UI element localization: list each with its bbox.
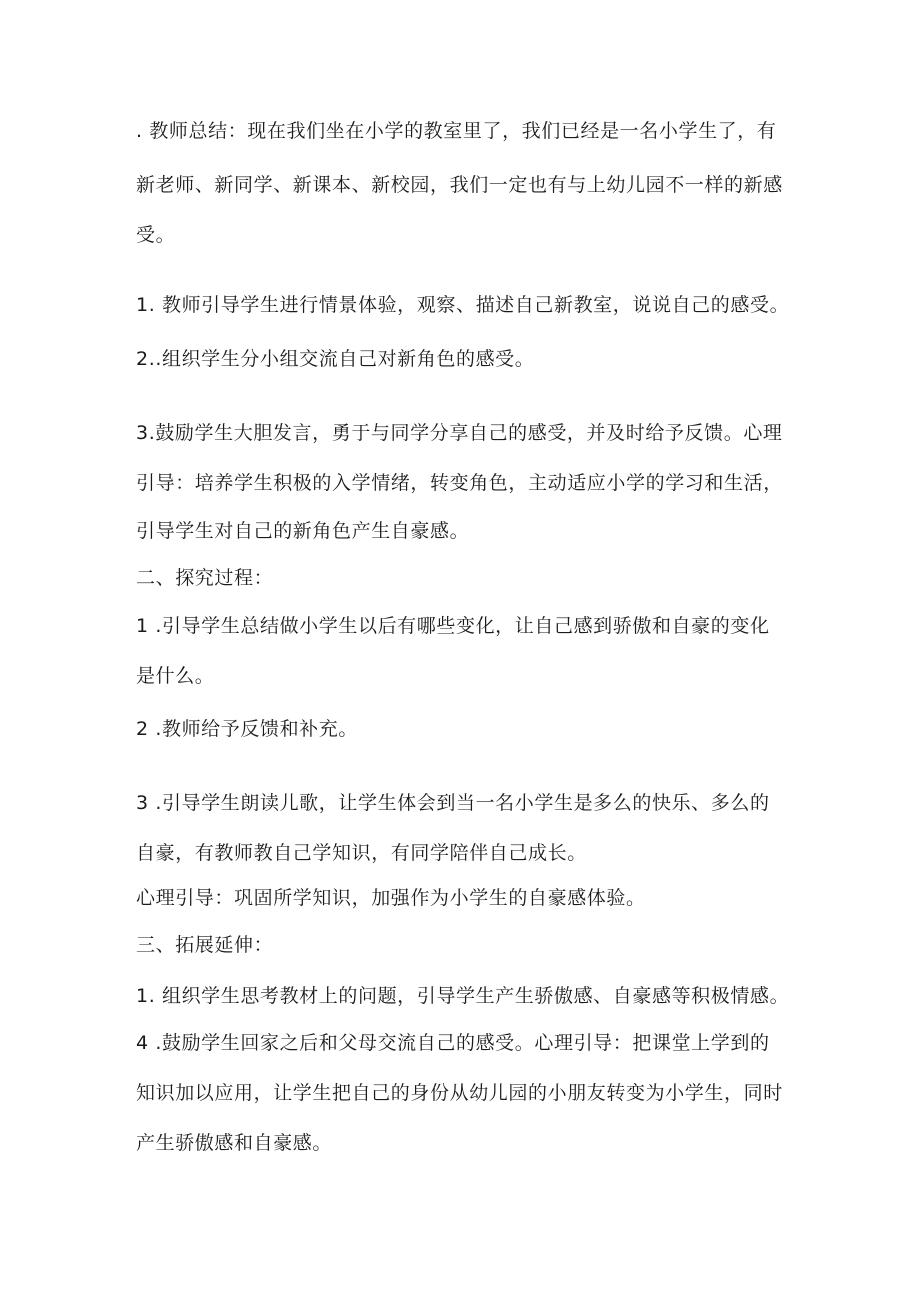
text-line: 知识加以应用，让学生把自己的身份从幼儿园的小朋友转变为小学生，同时 (136, 1082, 783, 1104)
text-line: 1. 组织学生思考教材上的问题，引导学生产生骄傲感、自豪感等积极情感。 (136, 985, 790, 1007)
text-line: 引导学生对自己的新角色产生自豪感。 (136, 520, 470, 542)
text-line: 1. 教师引导学生进行情景体验，观察、描述自己新教室，说说自己的感受。 (136, 294, 790, 316)
text-line: 3 .引导学生朗读儿歌，让学生体会到当一名小学生是多么的快乐、多么的 (136, 792, 770, 814)
text-line: 4 .鼓励学生回家之后和父母交流自己的感受。心理引导：把课堂上学到的 (136, 1032, 770, 1054)
text-line: 受。 (136, 224, 176, 246)
document-page (136, 0, 806, 1301)
text-line: 心理引导：巩固所学知识，加强作为小学生的自豪感体验。 (136, 887, 646, 909)
text-line: 是什么。 (136, 665, 215, 687)
text-line: 引导：培养学生积极的入学情绪，转变角色，主动适应小学的学习和生活， (136, 472, 783, 494)
text-line: 2..组织学生分小组交流自己对新角色的感受。 (136, 348, 535, 370)
section-heading: 二、探究过程： (136, 567, 274, 589)
text-line: 产生骄傲感和自豪感。 (136, 1132, 333, 1154)
text-line: 自豪，有教师教自己学知识，有同学陪伴自己成长。 (136, 842, 587, 864)
section-heading: 三、拓展延伸： (136, 934, 274, 956)
text-line: 新老师、新同学、新课本、新校园，我们一定也有与上幼儿园不一样的新感 (136, 174, 783, 196)
text-line: 3.鼓励学生大胆发言，勇于与同学分享自己的感受，并及时给予反馈。心理 (136, 422, 783, 444)
text-line: 2 .教师给予反馈和补充。 (136, 718, 358, 740)
text-line: . 教师总结：现在我们坐在小学的教室里了，我们已经是一名小学生了，有 (136, 120, 777, 142)
text-line: 1 .引导学生总结做小学生以后有哪些变化，让自己感到骄傲和自豪的变化 (136, 615, 770, 637)
